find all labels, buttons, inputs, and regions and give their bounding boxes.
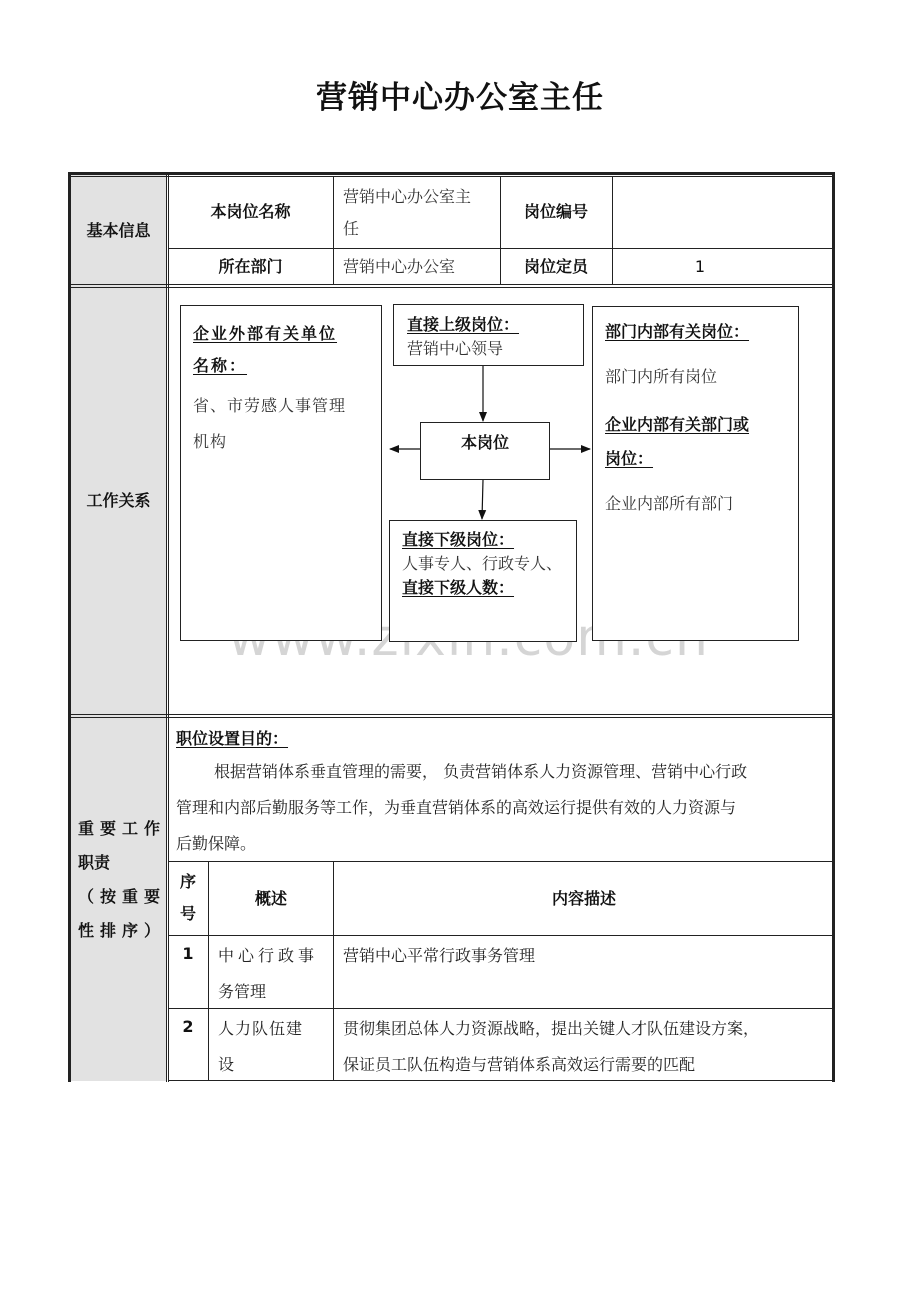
section-separator: [68, 714, 835, 715]
internal-company-text: 企业内部所有部门: [605, 494, 734, 513]
internal-company-heading: [605, 408, 749, 476]
document-title: 营销中心办公室主任: [316, 80, 604, 116]
subordinate-text: 人事专人、行政专人、: [402, 554, 563, 573]
purpose-line2: 管理和内部后勤服务等工作，为垂直营销体系的高效运行提供有效的人力资源与: [176, 798, 737, 817]
position-name-line2: 任: [343, 219, 360, 238]
internal-dept-text: 部门内所有岗位: [605, 367, 718, 386]
col-header-seq: [168, 866, 208, 930]
duty-row-1-seq: 1: [182, 944, 194, 963]
column-divider: [333, 176, 334, 285]
purpose-line1: 根据营销体系垂直管理的需要， 负责营销体系人力资源管理、营销中心行政: [214, 762, 748, 781]
duty-row-1-content-line1: 营销中心平常行政事务管理: [343, 946, 536, 965]
duties-label-line4: 性排序）: [78, 921, 160, 940]
internal-dept-heading: 部门内部有关岗位：: [605, 322, 750, 341]
duty-table-row-divider: [168, 935, 834, 936]
col-header-content: 内容描述: [551, 888, 616, 908]
duty-row-2-content-line2: 保证员工队伍构造与营销体系高效运行需要的匹配: [343, 1055, 696, 1074]
duty-row-2-seq: 2: [182, 1017, 194, 1036]
external-text-line1: 省、市劳感人事管理: [193, 396, 347, 415]
external-text-line2: 机构: [193, 432, 228, 451]
position-name-line1: 营销中心办公室主: [343, 187, 472, 206]
section-separator: [68, 287, 835, 288]
self-position-label: 本岗位: [460, 433, 509, 452]
subordinate-count-heading: 直接下级人数：: [402, 578, 515, 597]
arrow-down-to-subordinate: [482, 480, 483, 519]
duty-row-2-summary: [218, 1011, 328, 1083]
headcount-label: 岗位定员: [523, 257, 588, 276]
superior-heading: 直接上级岗位：: [407, 315, 520, 334]
relation-arrows: [380, 360, 600, 530]
purpose-line3: 后勤保障。: [176, 834, 257, 853]
internal-company-heading-line1: 企业内部有关部门或: [605, 415, 750, 434]
col-header-summary: 概述: [254, 888, 287, 908]
purpose-text: [176, 754, 836, 862]
internal-company-heading-line2: 岗位：: [605, 449, 654, 468]
external-heading-line1: 企业外部有关单位: [193, 324, 338, 343]
col-header-seq-line2: 号: [179, 904, 196, 923]
table-right-border: [832, 172, 835, 1082]
section-label-duties: [78, 812, 160, 948]
section-label-basic-info: 基本信息: [86, 220, 151, 240]
duty-row-1-summary-line1: 中心行政事: [218, 946, 319, 965]
position-name-value: [343, 181, 499, 245]
duties-label-line1: 重要工作: [78, 819, 160, 838]
department-value: 营销中心办公室: [343, 257, 456, 276]
position-name-label: 本岗位名称: [210, 202, 291, 221]
superior-text: 营销中心领导: [407, 339, 504, 358]
duty-row-1-summary-line2: 务管理: [218, 982, 267, 1001]
external-text: [193, 388, 375, 460]
duty-row-1-content: [343, 938, 829, 974]
duty-row-1-summary: [218, 938, 328, 1010]
label-column-border: [166, 172, 167, 1082]
duties-label-line2: 职责: [78, 853, 111, 872]
position-code-value: [612, 176, 832, 248]
duty-row-2-content: [343, 1011, 832, 1083]
duty-row-2-summary-line1: 人力队伍建: [218, 1019, 304, 1038]
headcount-value: 1: [694, 257, 706, 276]
duty-row-2-summary-line2: 设: [218, 1055, 235, 1074]
position-code-label: 岗位编号: [523, 202, 588, 221]
subordinate-heading: 直接下级岗位：: [402, 530, 515, 549]
duties-label-line3: （按重要: [78, 887, 160, 906]
external-heading-line2: 名称：: [193, 356, 248, 375]
duty-row-2-content-line1: 贯彻集团总体人力资源战略，提出关键人才队伍建设方案，: [343, 1019, 760, 1038]
section-separator: [68, 717, 835, 718]
col-header-seq-line1: 序: [179, 872, 196, 891]
external-heading: [193, 318, 375, 382]
section-label-work-relations: 工作关系: [86, 491, 151, 510]
department-label: 所在部门: [218, 257, 283, 276]
purpose-heading: 职位设置目的：: [176, 729, 289, 748]
table-top-border: [68, 172, 835, 175]
